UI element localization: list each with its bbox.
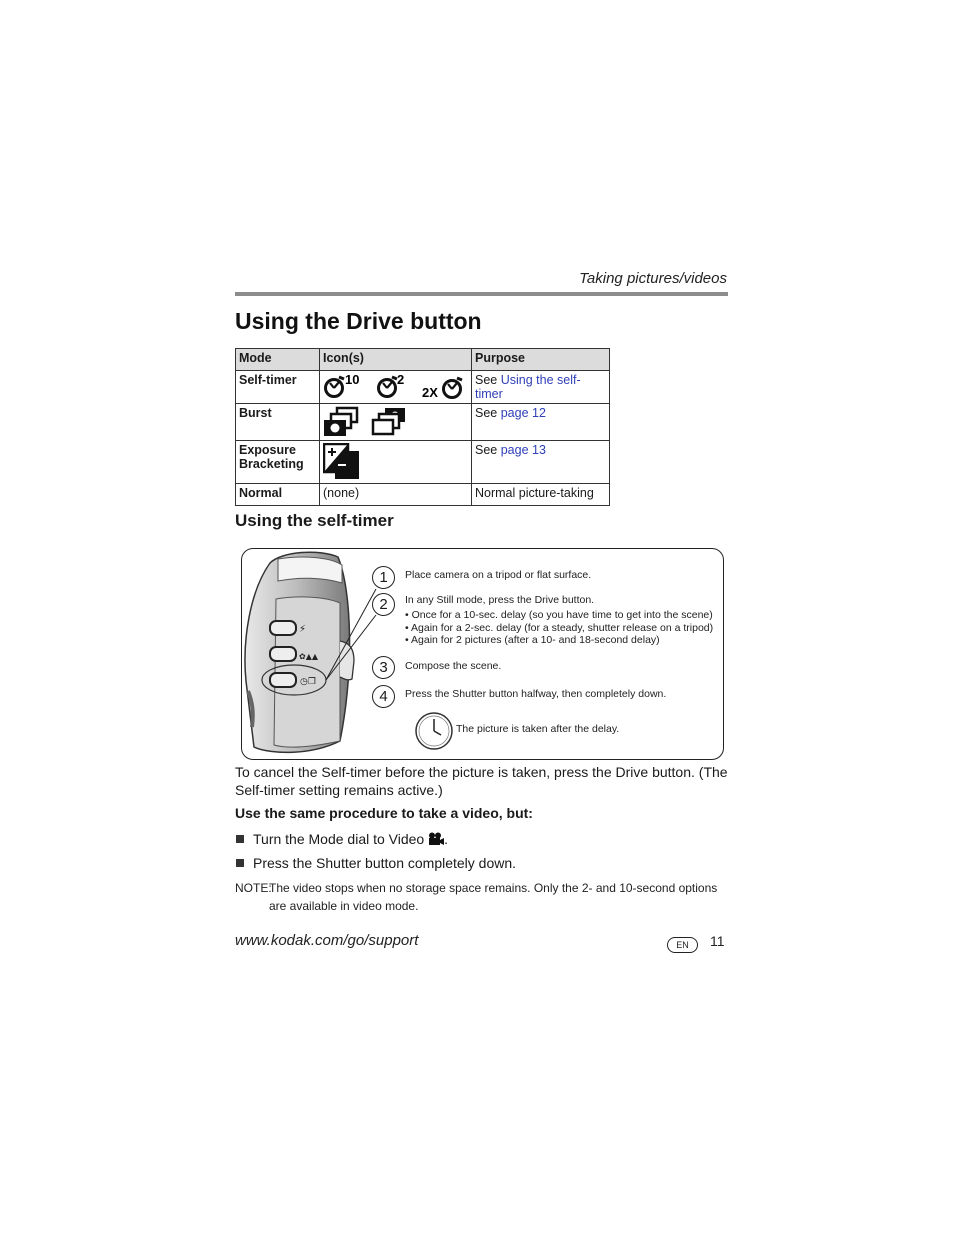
footer-url[interactable]: www.kodak.com/go/support — [235, 932, 419, 949]
purpose-cell — [472, 404, 610, 441]
bullet-item: Press the Shutter button completely down. — [253, 855, 517, 871]
clock-caption: The picture is taken after the delay. — [456, 723, 620, 735]
column-header-mode: Mode — [236, 349, 320, 371]
mode-cell: Self-timer — [236, 371, 320, 404]
table-row — [236, 484, 610, 506]
self-timer-instructions-box — [241, 548, 724, 760]
page-number: 11 — [710, 933, 725, 949]
header-rule — [235, 292, 728, 296]
self-timer-2s-label: 2 — [397, 373, 405, 387]
page-12-link[interactable]: page 12 — [500, 406, 546, 420]
bullet-item — [253, 830, 448, 848]
language-badge: EN — [667, 937, 698, 953]
note-label: NOTE: — [235, 881, 272, 895]
clock-icon — [414, 711, 454, 751]
step-bullet: • Once for a 10-sec. delay (so you have time to get into the scene) — [405, 609, 713, 621]
drive-mode-table — [235, 348, 610, 506]
purpose-cell: Normal picture-taking — [472, 484, 610, 506]
square-bullet — [236, 859, 244, 867]
table-row — [236, 404, 610, 441]
mode-cell: Burst — [236, 404, 320, 441]
flash-icon: ⚡ — [299, 624, 307, 635]
column-header-purpose: Purpose — [472, 349, 610, 371]
table-row — [236, 371, 610, 404]
self-timer-2s-icon — [379, 373, 405, 397]
mode-line: Exposure — [239, 443, 296, 457]
note-text: The video stops when no storage space remains. Only the 2- and 10-second options are available in video mode. — [269, 881, 718, 913]
column-header-icons: Icon(s) — [320, 349, 472, 371]
table-row — [236, 441, 610, 484]
burst-first-icon — [324, 408, 357, 436]
video-camera-icon — [428, 832, 444, 846]
procedure-heading: Use the same procedure to take a video, but: — [235, 805, 533, 821]
self-timer-link[interactable]: Using the self-timer — [475, 373, 581, 401]
mode-line: Bracketing — [239, 457, 304, 471]
icons-cell — [320, 441, 472, 484]
step-text: Press the Shutter button halfway, then completely down. — [405, 688, 667, 700]
step-bullet: • Again for a 2-sec. delay (for a steady, shutter release on a tripod) — [405, 622, 714, 634]
subsection-title: Using the self-timer — [235, 511, 394, 530]
cancel-paragraph-line: To cancel the Self-timer before the picture is taken, press the Drive button. (The — [235, 764, 728, 780]
section-title: Taking pictures/videos — [579, 270, 727, 287]
page-title: Using the Drive button — [235, 308, 482, 334]
icons-cell — [320, 371, 472, 404]
step-bullet: • Again for 2 pictures (after a 10- and 18-second delay) — [405, 634, 660, 646]
purpose-prefix: See — [475, 443, 501, 457]
camera-illustration — [242, 551, 392, 757]
step-number: 2 — [372, 593, 395, 616]
step-number: 1 — [372, 566, 395, 589]
mode-cell: Normal — [236, 484, 320, 506]
self-timer-2x-icon — [422, 378, 462, 400]
icons-cell: (none) — [320, 484, 472, 506]
burst-last-icon — [373, 408, 405, 434]
purpose-prefix: See — [475, 373, 501, 387]
step-number: 3 — [372, 656, 395, 679]
step-number: 4 — [372, 685, 395, 708]
self-timer-10s-icon — [326, 373, 360, 397]
self-timer-10s-label: 10 — [345, 373, 360, 387]
cancel-paragraph-line: Self-timer setting remains active.) — [235, 782, 443, 798]
drive-button-icons: ◷❐ — [300, 677, 316, 687]
purpose-cell — [472, 371, 610, 404]
self-timer-2x-label: 2X — [422, 385, 438, 400]
bullet-text-end: . — [444, 831, 449, 847]
purpose-prefix: See — [475, 406, 501, 420]
page-13-link[interactable]: page 13 — [500, 443, 546, 457]
macro-landscape-icon: ✿▲▲ — [299, 652, 319, 661]
step-text: Place camera on a tripod or flat surface. — [405, 569, 592, 581]
step-text: In any Still mode, press the Drive button. — [405, 594, 595, 606]
icons-cell — [320, 404, 472, 441]
mode-cell — [236, 441, 320, 484]
step-text: Compose the scene. — [405, 660, 502, 672]
purpose-cell — [472, 441, 610, 484]
square-bullet — [236, 835, 244, 843]
table-header-row — [236, 349, 610, 371]
bullet-text: Turn the Mode dial to Video — [253, 831, 425, 847]
exposure-bracketing-icon — [324, 444, 359, 479]
